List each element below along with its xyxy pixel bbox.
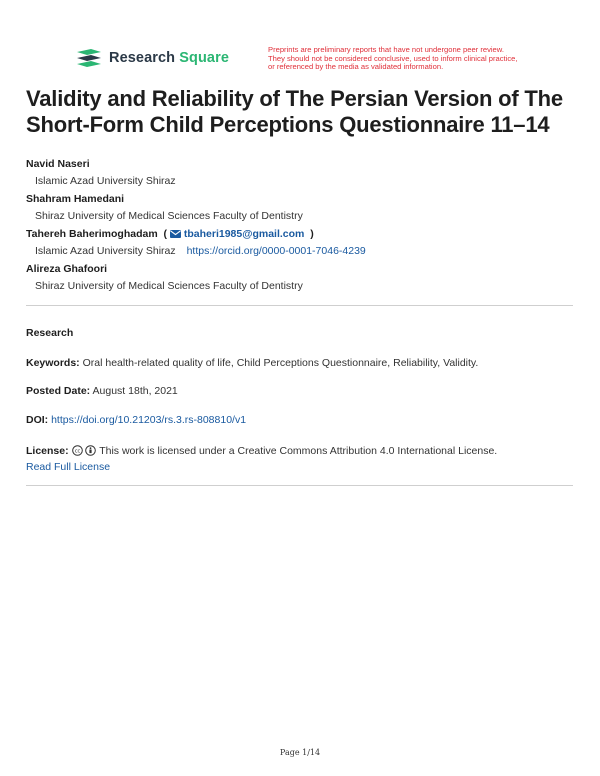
page-number: Page 1/14 (279, 748, 321, 757)
attribution-icon (85, 445, 96, 456)
author-name: Shahram Hamedani (26, 193, 125, 205)
creative-commons-icon (72, 445, 83, 456)
svg-text:cc: cc (74, 448, 80, 455)
author-list (26, 156, 586, 296)
disclaimer-line: They should not be considered conclusive, used to inform clinical practice, (268, 53, 518, 63)
doi-link[interactable]: https://doi.org/10.21203/rs.3.rs-808810/v1 (51, 414, 247, 426)
posted-date-value: August 18th, 2021 (92, 385, 178, 397)
read-full-license-link[interactable]: Read Full License (26, 461, 111, 473)
keywords-value: Oral health-related quality of life, Child Perceptions Questionnaire, Reliability, Validity. (82, 357, 479, 369)
posted-date (26, 383, 576, 399)
author-affiliation: Islamic Azad University Shiraz (35, 175, 176, 187)
orcid-link[interactable]: https://orcid.org/0000-0001-7046-4239 (186, 245, 366, 257)
author-affiliation: Shiraz University of Medical Sciences Faculty of Dentistry (35, 280, 303, 292)
author-name: Alireza Ghafoori (26, 263, 108, 275)
article-title: Validity and Reliability of The Persian Version of The Short-Form Child Perceptions Questionnaire 11–14 (26, 86, 563, 137)
author-affiliation-row (26, 243, 586, 261)
envelope-icon (170, 230, 181, 238)
doi (26, 412, 576, 428)
posted-date-label: Posted Date: (26, 385, 91, 397)
disclaimer-line: or referenced by the media as validated information. (268, 62, 444, 72)
keywords (26, 355, 576, 371)
preprint-disclaimer (268, 46, 568, 72)
brand-name: Research Square (109, 50, 229, 66)
author-name: Tahereh Baherimoghadam (26, 228, 158, 240)
article-type: Research (26, 327, 74, 339)
author-email-link[interactable]: tbaheri1985@gmail.com (170, 228, 307, 240)
keywords-label: Keywords: (26, 357, 80, 369)
divider (26, 485, 573, 486)
divider (26, 305, 573, 306)
doi-label: DOI: (26, 414, 49, 426)
author-affiliation: Islamic Azad University Shiraz (35, 245, 176, 257)
research-square-logo[interactable] (75, 48, 229, 68)
author-affiliation: Shiraz University of Medical Sciences Faculty of Dentistry (35, 210, 303, 222)
author-name: Navid Naseri (26, 158, 90, 170)
license-text: This work is licensed under a Creative Commons Attribution 4.0 International License. (99, 445, 498, 457)
disclaimer-line: Preprints are preliminary reports that have not undergone peer review. (268, 45, 504, 54)
license-label: License: (26, 445, 69, 457)
corresponding-author (26, 226, 586, 243)
research-square-logo-icon (75, 48, 103, 68)
license (26, 443, 576, 475)
email-group: ( tbaheri1985@gmail.com ) (160, 228, 314, 240)
